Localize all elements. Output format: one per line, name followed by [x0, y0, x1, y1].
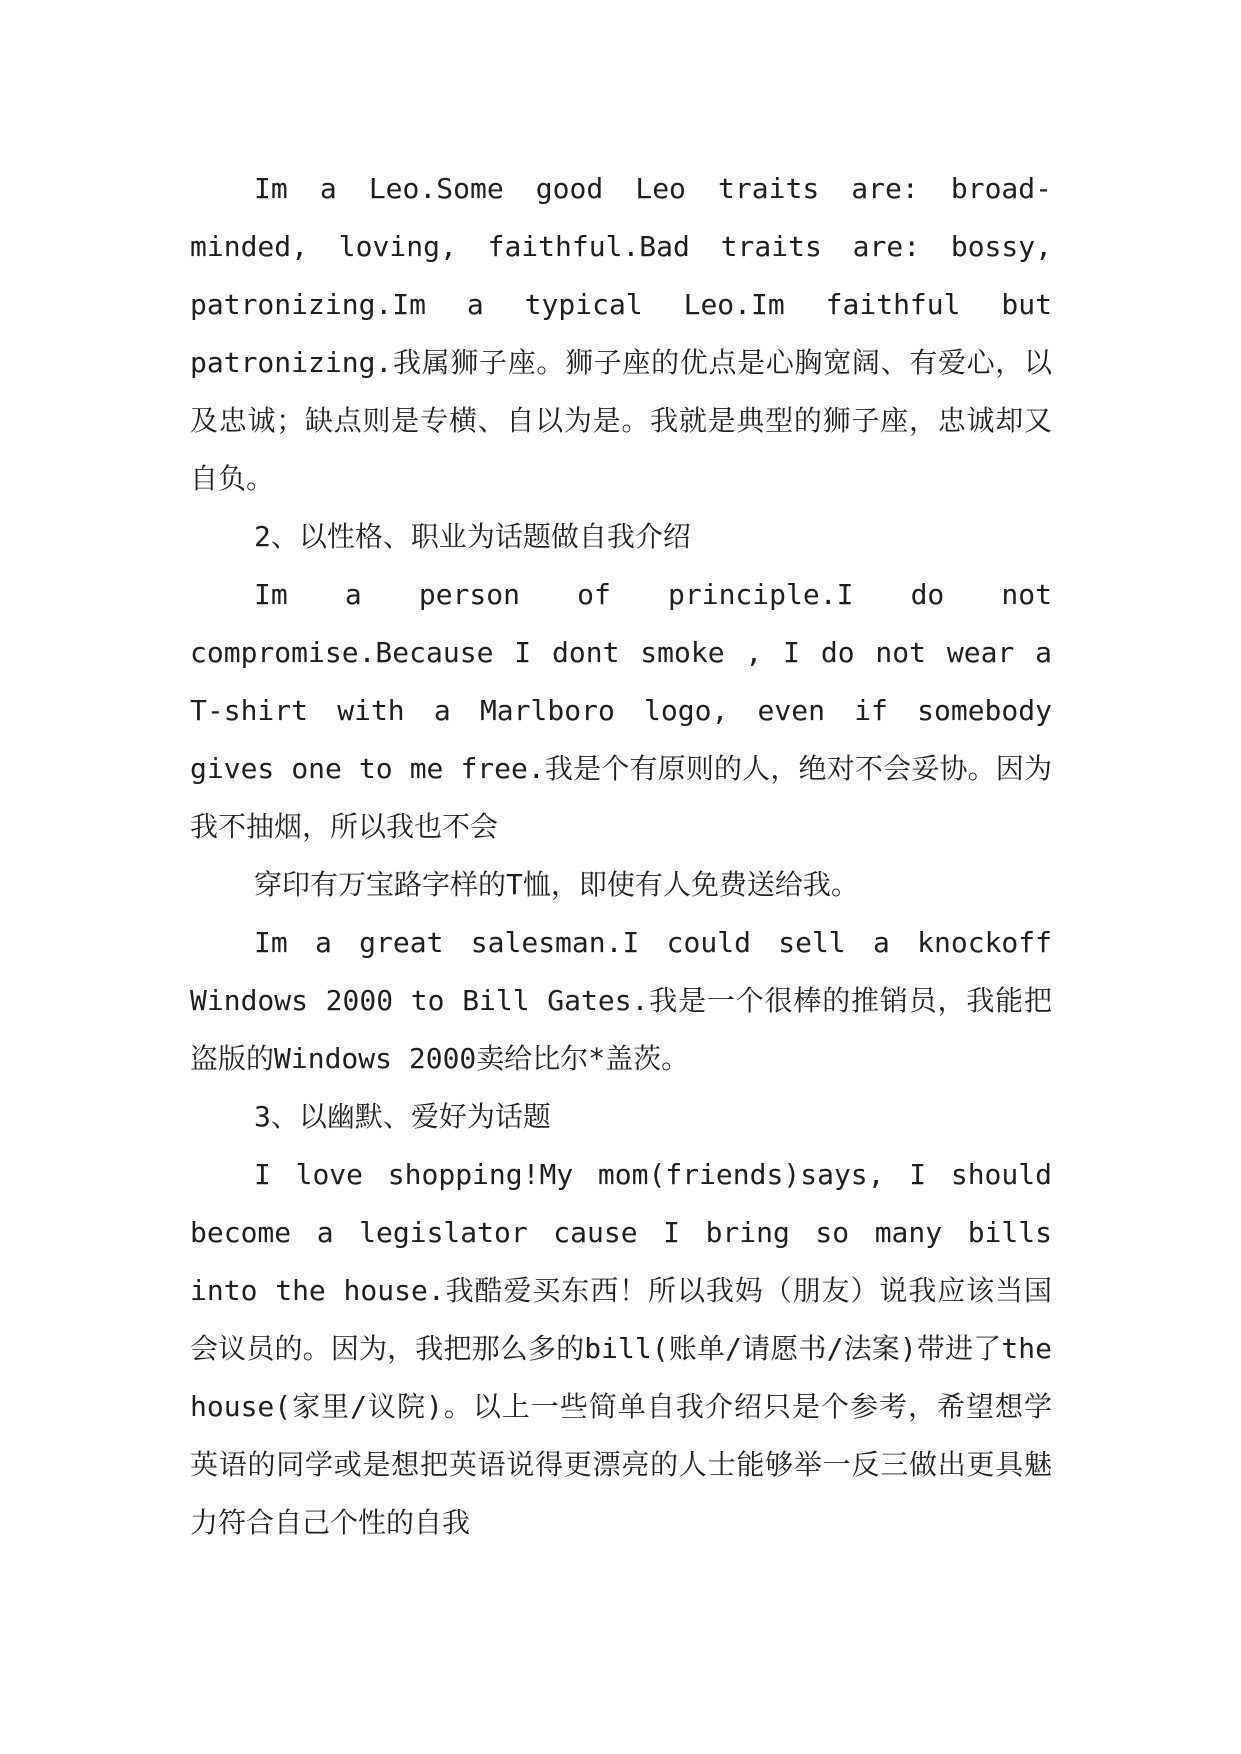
paragraph-love-shopping: I love shopping!My mom(friends)says, I should become a legislator cause I bring so many bills into the house.我酷爱买东西！所以我妈（朋友）说我应该当国会议员的。因为，我把那么多的bill(账单/请愿书/法案)带进了the house(家里/议院)。以上一些简单自我介绍只是个参考，希望想学英语的同学或是想把英语说得更漂亮的人士能够举一反三做出更具魅力符合自己个性的自我	[190, 1158, 1052, 1539]
paragraph-person-of-principle: Im a person of principle.I do not compromise.Because I dont smoke , I do not wear a T-shirt with a Marlboro logo, even if somebody gives one to me free.我是个有原则的人，绝对不会妥协。因为我不抽烟，所以我也不会	[190, 578, 1052, 843]
paragraph-great-salesman: Im a great salesman.I could sell a knockoff Windows 2000 to Bill Gates.我是一个很棒的推销员，我能把盗版的Windows 2000卖给比尔*盖茨。	[190, 926, 1052, 1075]
section-heading-personality-career: 2、以性格、职业为话题做自我介绍	[254, 520, 691, 553]
document-body	[190, 160, 1052, 1552]
paragraph-marlboro-tshirt: 穿印有万宝路字样的T恤，即使有人免费送给我。	[254, 868, 859, 901]
section-heading-humor-hobbies: 3、以幽默、爱好为话题	[254, 1100, 551, 1133]
paragraph-leo-traits: Im a Leo.Some good Leo traits are: broad-minded, loving, faithful.Bad traits are: bossy, patronizing.Im a typical Leo.Im faithful but patronizing.我属狮子座。狮子座的优点是心胸宽阔、有爱心，以及忠诚；缺点则是专横、自以为是。我就是典型的狮子座，忠诚却又自负。	[190, 172, 1052, 495]
